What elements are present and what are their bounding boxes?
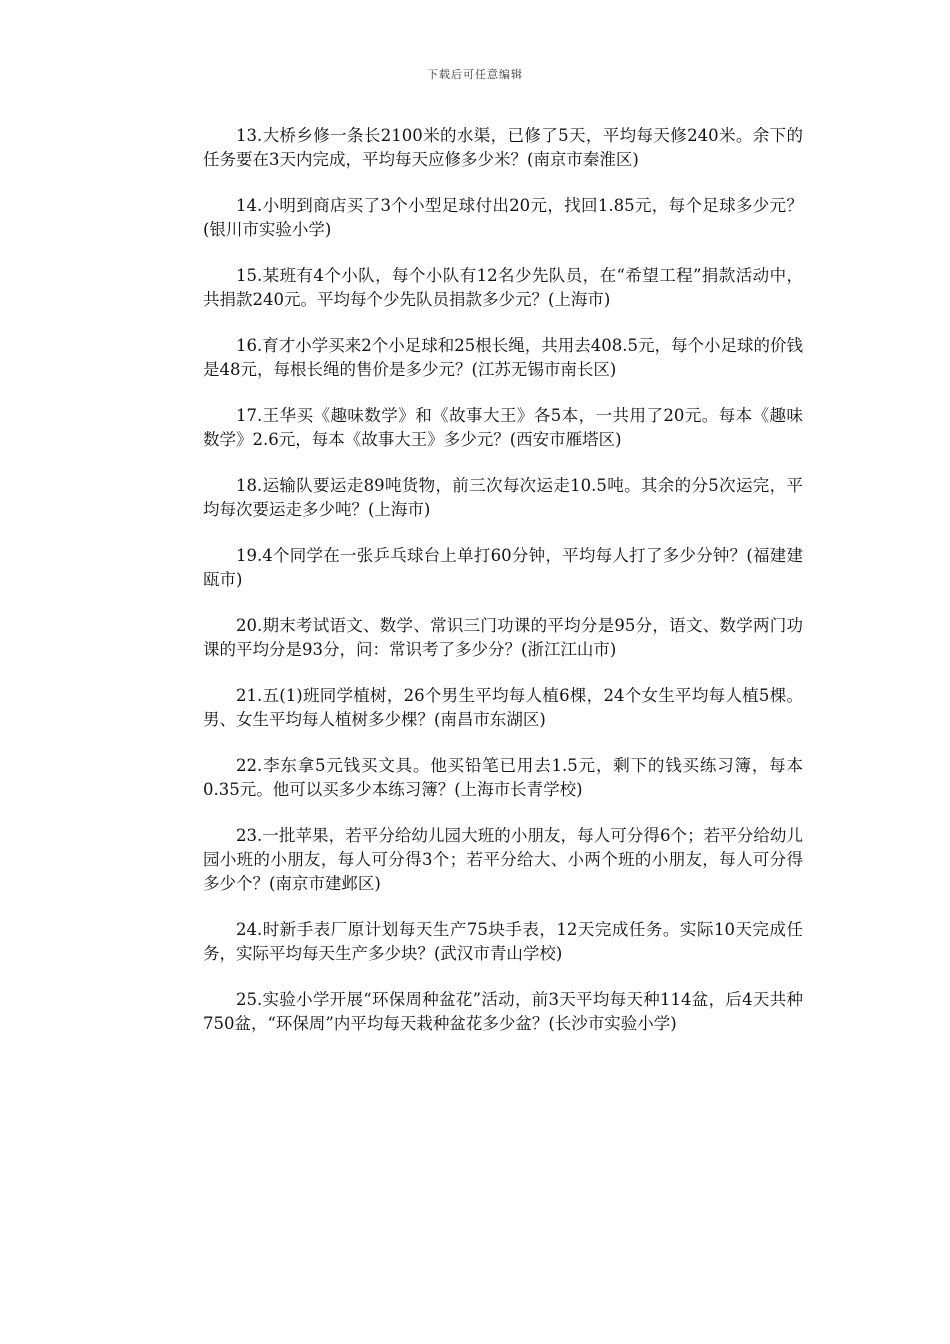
problem-24: 24.时新手表厂原计划每天生产75块手表，12天完成任务。实际10天完成任务，实际平均每天生产多少块？(武汉市青山学校) bbox=[203, 920, 803, 963]
problem-25: 25.实验小学开展“环保周种盆花”活动，前3天平均每天种114盆，后4天共种750盆，“环保周”内平均每天栽种盆花多少盆？(长沙市实验小学) bbox=[203, 990, 803, 1033]
problem-23: 23.一批苹果，若平分给幼儿园大班的小朋友，每人可分得6个；若平分给幼儿园小班的小朋友，每人可分得3个；若平分给大、小两个班的小朋友，每人可分得多少个？(南京市建邺区) bbox=[203, 826, 803, 893]
page-header: 下载后可任意编辑 bbox=[427, 68, 523, 81]
problem-14: 14.小明到商店买了3个小型足球付出20元，找回1.85元，每个足球多少元？(银川市实验小学) bbox=[203, 196, 803, 239]
problem-13: 13.大桥乡修一条长2100米的水渠，已修了5天，平均每天修240米。余下的任务要在3天内完成，平均每天应修多少米？(南京市秦淮区) bbox=[203, 126, 803, 169]
problem-17: 17.王华买《趣味数学》和《故事大王》各5本，一共用了20元。每本《趣味数学》2.6元，每本《故事大王》多少元？(西安市雁塔区) bbox=[203, 406, 803, 449]
problem-16: 16.育才小学买来2个小足球和25根长绳，共用去408.5元，每个小足球的价钱是48元，每根长绳的售价是多少元？(江苏无锡市南长区) bbox=[203, 336, 803, 379]
problem-18: 18.运输队要运走89吨货物，前三次每次运走10.5吨。其余的分5次运完，平均每次要运走多少吨？(上海市) bbox=[203, 476, 803, 519]
problem-list bbox=[203, 124, 803, 1058]
problem-21: 21.五(1)班同学植树，26个男生平均每人植6棵，24个女生平均每人植5棵。男、女生平均每人植树多少棵？(南昌市东湖区) bbox=[203, 686, 803, 729]
problem-15: 15.某班有4个小队，每个小队有12名少先队员，在“希望工程”捐款活动中，共捐款240元。平均每个少先队员捐款多少元？(上海市) bbox=[203, 266, 803, 309]
problem-19: 19.4个同学在一张乒乓球台上单打60分钟，平均每人打了多少分钟？(福建建瓯市) bbox=[203, 546, 803, 589]
problem-22: 22.李东拿5元钱买文具。他买铅笔已用去1.5元，剩下的钱买练习簿，每本0.35元。他可以买多少本练习簿？(上海市长青学校) bbox=[203, 756, 803, 799]
problem-20: 20.期末考试语文、数学、常识三门功课的平均分是95分，语文、数学两门功课的平均分是93分，问：常识考了多少分？(浙江江山市) bbox=[203, 616, 803, 659]
